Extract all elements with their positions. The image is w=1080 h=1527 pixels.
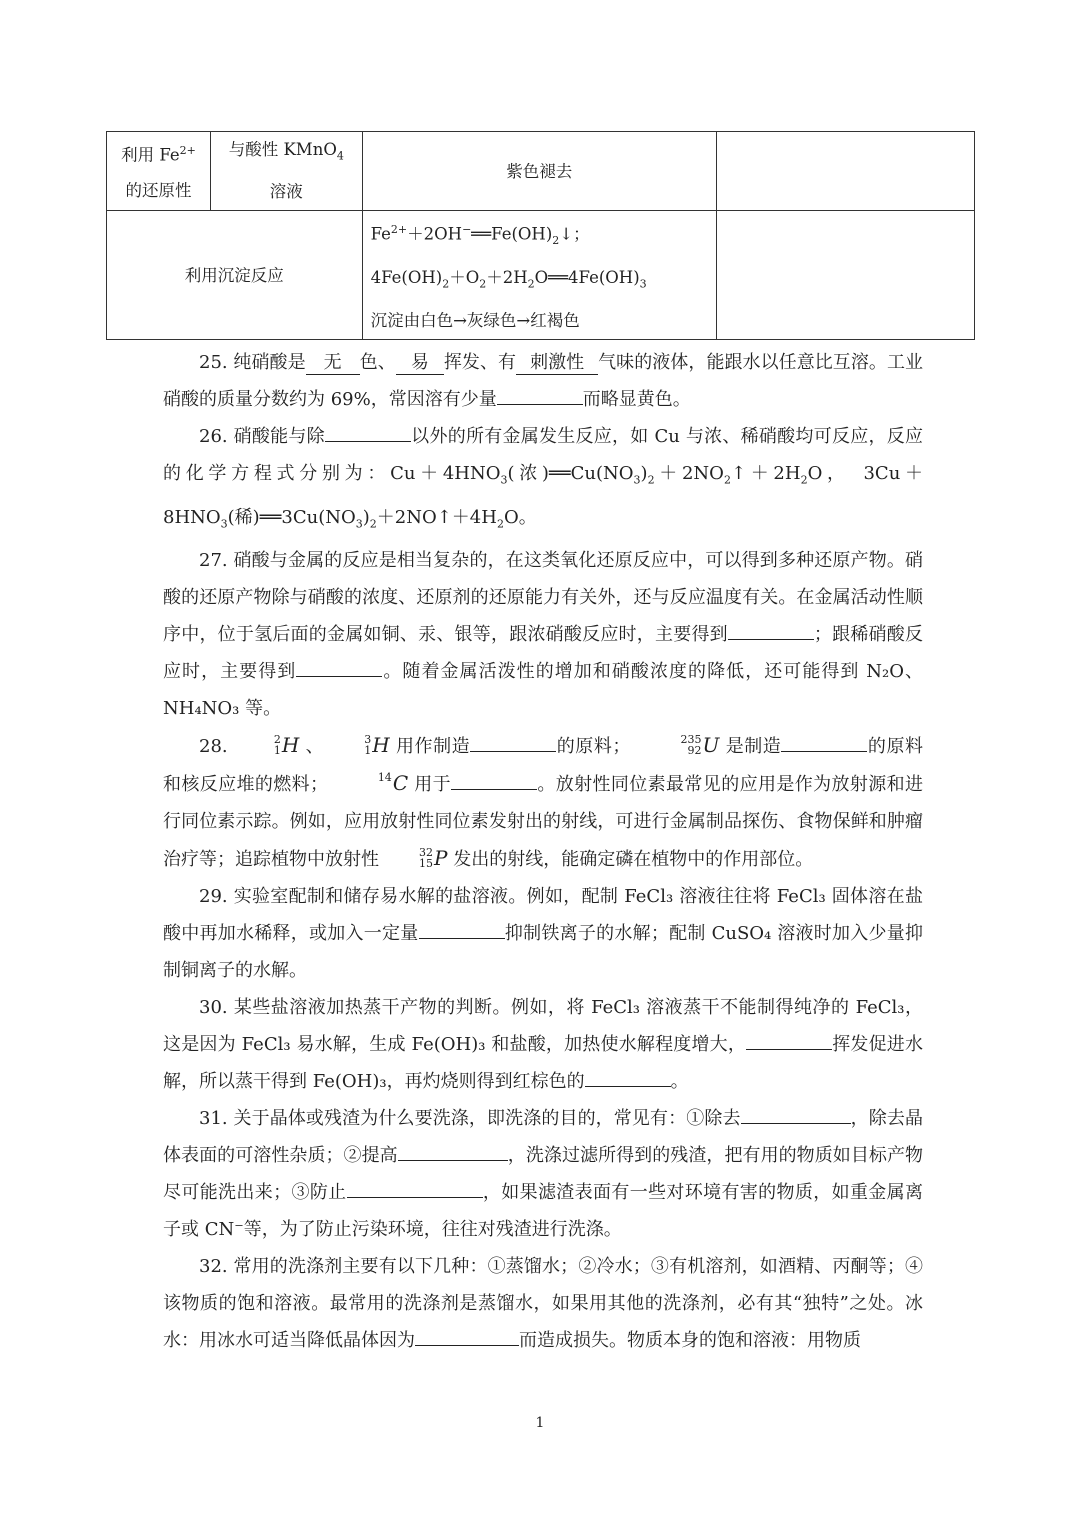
answer-blank[interactable] (296, 676, 382, 677)
table-cell: 利用 $Fe^{2+}$ 的还原性 (107, 132, 211, 211)
answer-blank[interactable] (325, 441, 411, 442)
answer-blank[interactable] (497, 404, 583, 405)
question-31: 31. 关于晶体或残渣为什么要洗涤，即洗涤的目的，常见有：①除去 ，除去晶体表面的可溶性杂质；②提高 ，洗涤过滤所得到的残渣，把有用的物质如目标产物尽可能洗出来；③防止 ，如果滤渣表面有一些对环境有害的物质，如重金属离子或 CN⁻等，为了防止污染环境，往往对残渣进行洗涤。 (163, 1108, 924, 1241)
question-30: 30. 某些盐溶液加热蒸干产物的判断。例如，将 FeCl₃ 溶液蒸干不能制得纯净的 FeCl₃，这是因为 FeCl₃ 易水解，生成 Fe(OH)₃ 和盐酸，加热使水解程度增大， 挥发促进水解，所以蒸干得到 Fe(OH)₃，再灼烧则得到红棕色的 。 (163, 997, 923, 1093)
table-row (107, 132, 975, 211)
answer-blank[interactable] (585, 1086, 671, 1087)
isotope-c14: 14 C (377, 771, 409, 796)
question-25: 25. 纯硝酸是 无 色、 易 挥发、有 刺激性 气味的液体，能跟水以任意比互溶。工业硝酸的质量分数约为 69%，常因溶有少量 而略显黄色。 (163, 352, 924, 410)
answer-blank[interactable] (415, 1345, 519, 1346)
question-29: 29. 实验室配制和储存易水解的盐溶液。例如，配制 FeCl₃ 溶液往往将 FeCl₃ 固体溶在盐酸中再加水稀释，或加入一定量 抑制铁离子的水解；配制 CuSO₄ 溶液时加入少量抑制铜离子的水解。 (163, 886, 923, 982)
table-cell-empty (716, 132, 974, 211)
isotope-h2: 2 1H (273, 733, 300, 758)
question-27: 27. 硝酸与金属的反应是相当复杂的，在这类氧化还原反应中，可以得到多种还原产物。硝酸的还原产物除与硝酸的浓度、还原剂的还原能力有关外，还与反应温度有关。在金属活动性顺序中，位于氢后面的金属如铜、汞、银等，跟浓硝酸反应时，主要得到 ；跟稀硝酸反应时，主要得到 。随着金属活泼性的增加和硝酸浓度的降低，还可能得到 N₂O、NH₄NO₃ 等。 (163, 550, 924, 720)
answer-blank[interactable]: 无 (306, 352, 360, 375)
answer-blank[interactable] (451, 789, 537, 790)
isotope-u235: 235 92U (680, 733, 720, 758)
question-26: 26. 硝酸能与除 以外的所有金属发生反应，如 Cu 与浓、稀硝酸均可反应，反应的化学方程式分别为：$Cu+4HNO_3$(浓)$══Cu(NO_3)_2+2NO_2↑+2H_2O$， $3Cu+8HNO_3$(稀)$══3Cu(NO_3)_2+2NO↑+4H_2O$。 (163, 426, 923, 531)
reaction-equations-cell: $Fe^{2+}+2OH^-══Fe(OH)_2↓$； $4Fe(OH)_2+O_2+2H_2O══4Fe(OH)_3$ 沉淀由白色→灰绿色→红褐色 (362, 211, 716, 340)
answer-blank[interactable] (419, 938, 505, 939)
answer-blank[interactable] (728, 639, 814, 640)
question-28: 28. 2 1H 、 3 1H 用作制造 的原料； 235 92U 是制造 的原料和核反应堆的燃料； 14 C 用于 。放射性同位素最常见的应用是作为放射源和进行同位素示踪。例如，应用放射性同位素发射出的射线，可进行金属制品探伤、食物保鲜和肿瘤治疗等；追踪植物中放射性 32 15P 发出的射线，能确定磷在植物中的作用部位。 (163, 733, 924, 871)
answer-blank[interactable] (398, 1160, 508, 1161)
answer-blank[interactable]: 易 (396, 352, 444, 375)
answer-blank[interactable]: 刺激性 (516, 352, 598, 375)
isotope-p32: 32 15P (419, 846, 448, 871)
question-32: 32. 常用的洗涤剂主要有以下几种：①蒸馏水；②冷水；③有机溶剂，如酒精、丙酮等；④该物质的饱和溶液。最常用的洗涤剂是蒸馏水，如果用其他的洗涤剂，必有其“独特”之处。冰水：用冰水可适当降低晶体因为 而造成损失。物质本身的饱和溶液：用物质 (163, 1256, 923, 1352)
reaction-table (106, 131, 975, 340)
table-cell-empty (716, 211, 974, 340)
isotope-h3: 3 1H (364, 733, 390, 758)
answer-blank[interactable] (781, 751, 867, 752)
question-list (163, 344, 923, 1359)
table-cell: 紫色褪去 (362, 132, 716, 211)
table-row (107, 211, 975, 340)
page-number: 1 (535, 1415, 545, 1431)
answer-blank[interactable] (741, 1123, 851, 1124)
answer-blank[interactable] (470, 751, 556, 752)
table-cell: 利用沉淀反应 (107, 211, 363, 340)
answer-blank[interactable] (347, 1197, 483, 1198)
table-cell: 与酸性 KMnO$_4$ 溶液 (210, 132, 362, 211)
answer-blank[interactable] (746, 1049, 832, 1050)
